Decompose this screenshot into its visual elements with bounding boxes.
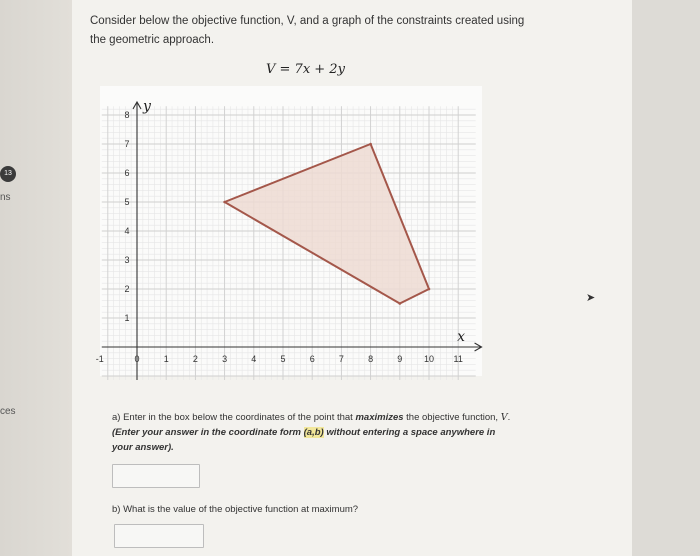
y-tick-label: 8 (124, 110, 130, 120)
objective-function-formula: V = 7x + 2y (266, 62, 345, 77)
x-tick-label: 2 (192, 354, 198, 364)
x-axis-label: x (457, 329, 466, 345)
region-vertex (369, 143, 372, 146)
x-tick-label: 8 (368, 354, 374, 364)
y-tick-label: 2 (124, 284, 130, 294)
region-vertex (223, 201, 226, 204)
answer-b-input[interactable] (114, 524, 204, 548)
x-tick-label: 7 (338, 354, 344, 364)
x-tick-label: 5 (280, 354, 286, 364)
part-a-text-pre: a) Enter in the box below the coordinates of the point that (112, 412, 356, 423)
part-a-question (112, 410, 512, 455)
part-b-question: b) What is the value of the objective function at maximum? (112, 504, 359, 515)
x-tick-label: 0 (134, 354, 140, 364)
part-a-hint-coord: (a,b) (303, 427, 324, 438)
y-tick-label: 1 (124, 313, 130, 323)
part-a-hint-pre: (Enter your answer in the coordinate form (112, 427, 304, 438)
mouse-cursor-icon: ➤ (586, 292, 596, 304)
left-sidebar (0, 0, 72, 556)
y-tick-label: 7 (124, 139, 130, 149)
constraint-graph (95, 86, 482, 376)
question-number-badge[interactable]: 13 (0, 166, 16, 182)
answer-a-input[interactable] (112, 464, 200, 488)
x-tick-label: -1 (95, 354, 104, 364)
x-tick-label: 9 (397, 354, 403, 364)
y-axis-label: y (143, 98, 151, 115)
x-tick-label: 10 (423, 354, 435, 364)
right-margin (632, 0, 700, 556)
part-a-hint-post: without entering a space anywhere in your answer). (112, 427, 496, 453)
x-tick-label: 3 (222, 354, 228, 364)
y-tick-label: 3 (124, 255, 130, 265)
y-tick-label: 6 (124, 168, 130, 178)
question-intro: Consider below the objective function, V, and a graph of the constraints created using the geometric approach. (90, 15, 525, 46)
region-vertex (399, 302, 402, 305)
part-a-emphasis: maximizes (355, 412, 404, 423)
part-a-dot: . (507, 412, 511, 423)
x-tick-label: 6 (309, 354, 315, 364)
y-tick-label: 4 (124, 226, 130, 236)
sidebar-label-bottom[interactable]: ces (0, 406, 16, 417)
part-a-variable: V (500, 412, 508, 423)
x-tick-label: 4 (251, 354, 257, 364)
part-a-text-mid: the objective function, (403, 412, 501, 423)
region-vertex (428, 288, 431, 291)
sidebar-label-top[interactable]: ns (0, 192, 11, 203)
x-tick-label: 1 (163, 354, 169, 364)
y-tick-label: 5 (124, 197, 130, 207)
x-tick-label: 11 (453, 354, 463, 364)
